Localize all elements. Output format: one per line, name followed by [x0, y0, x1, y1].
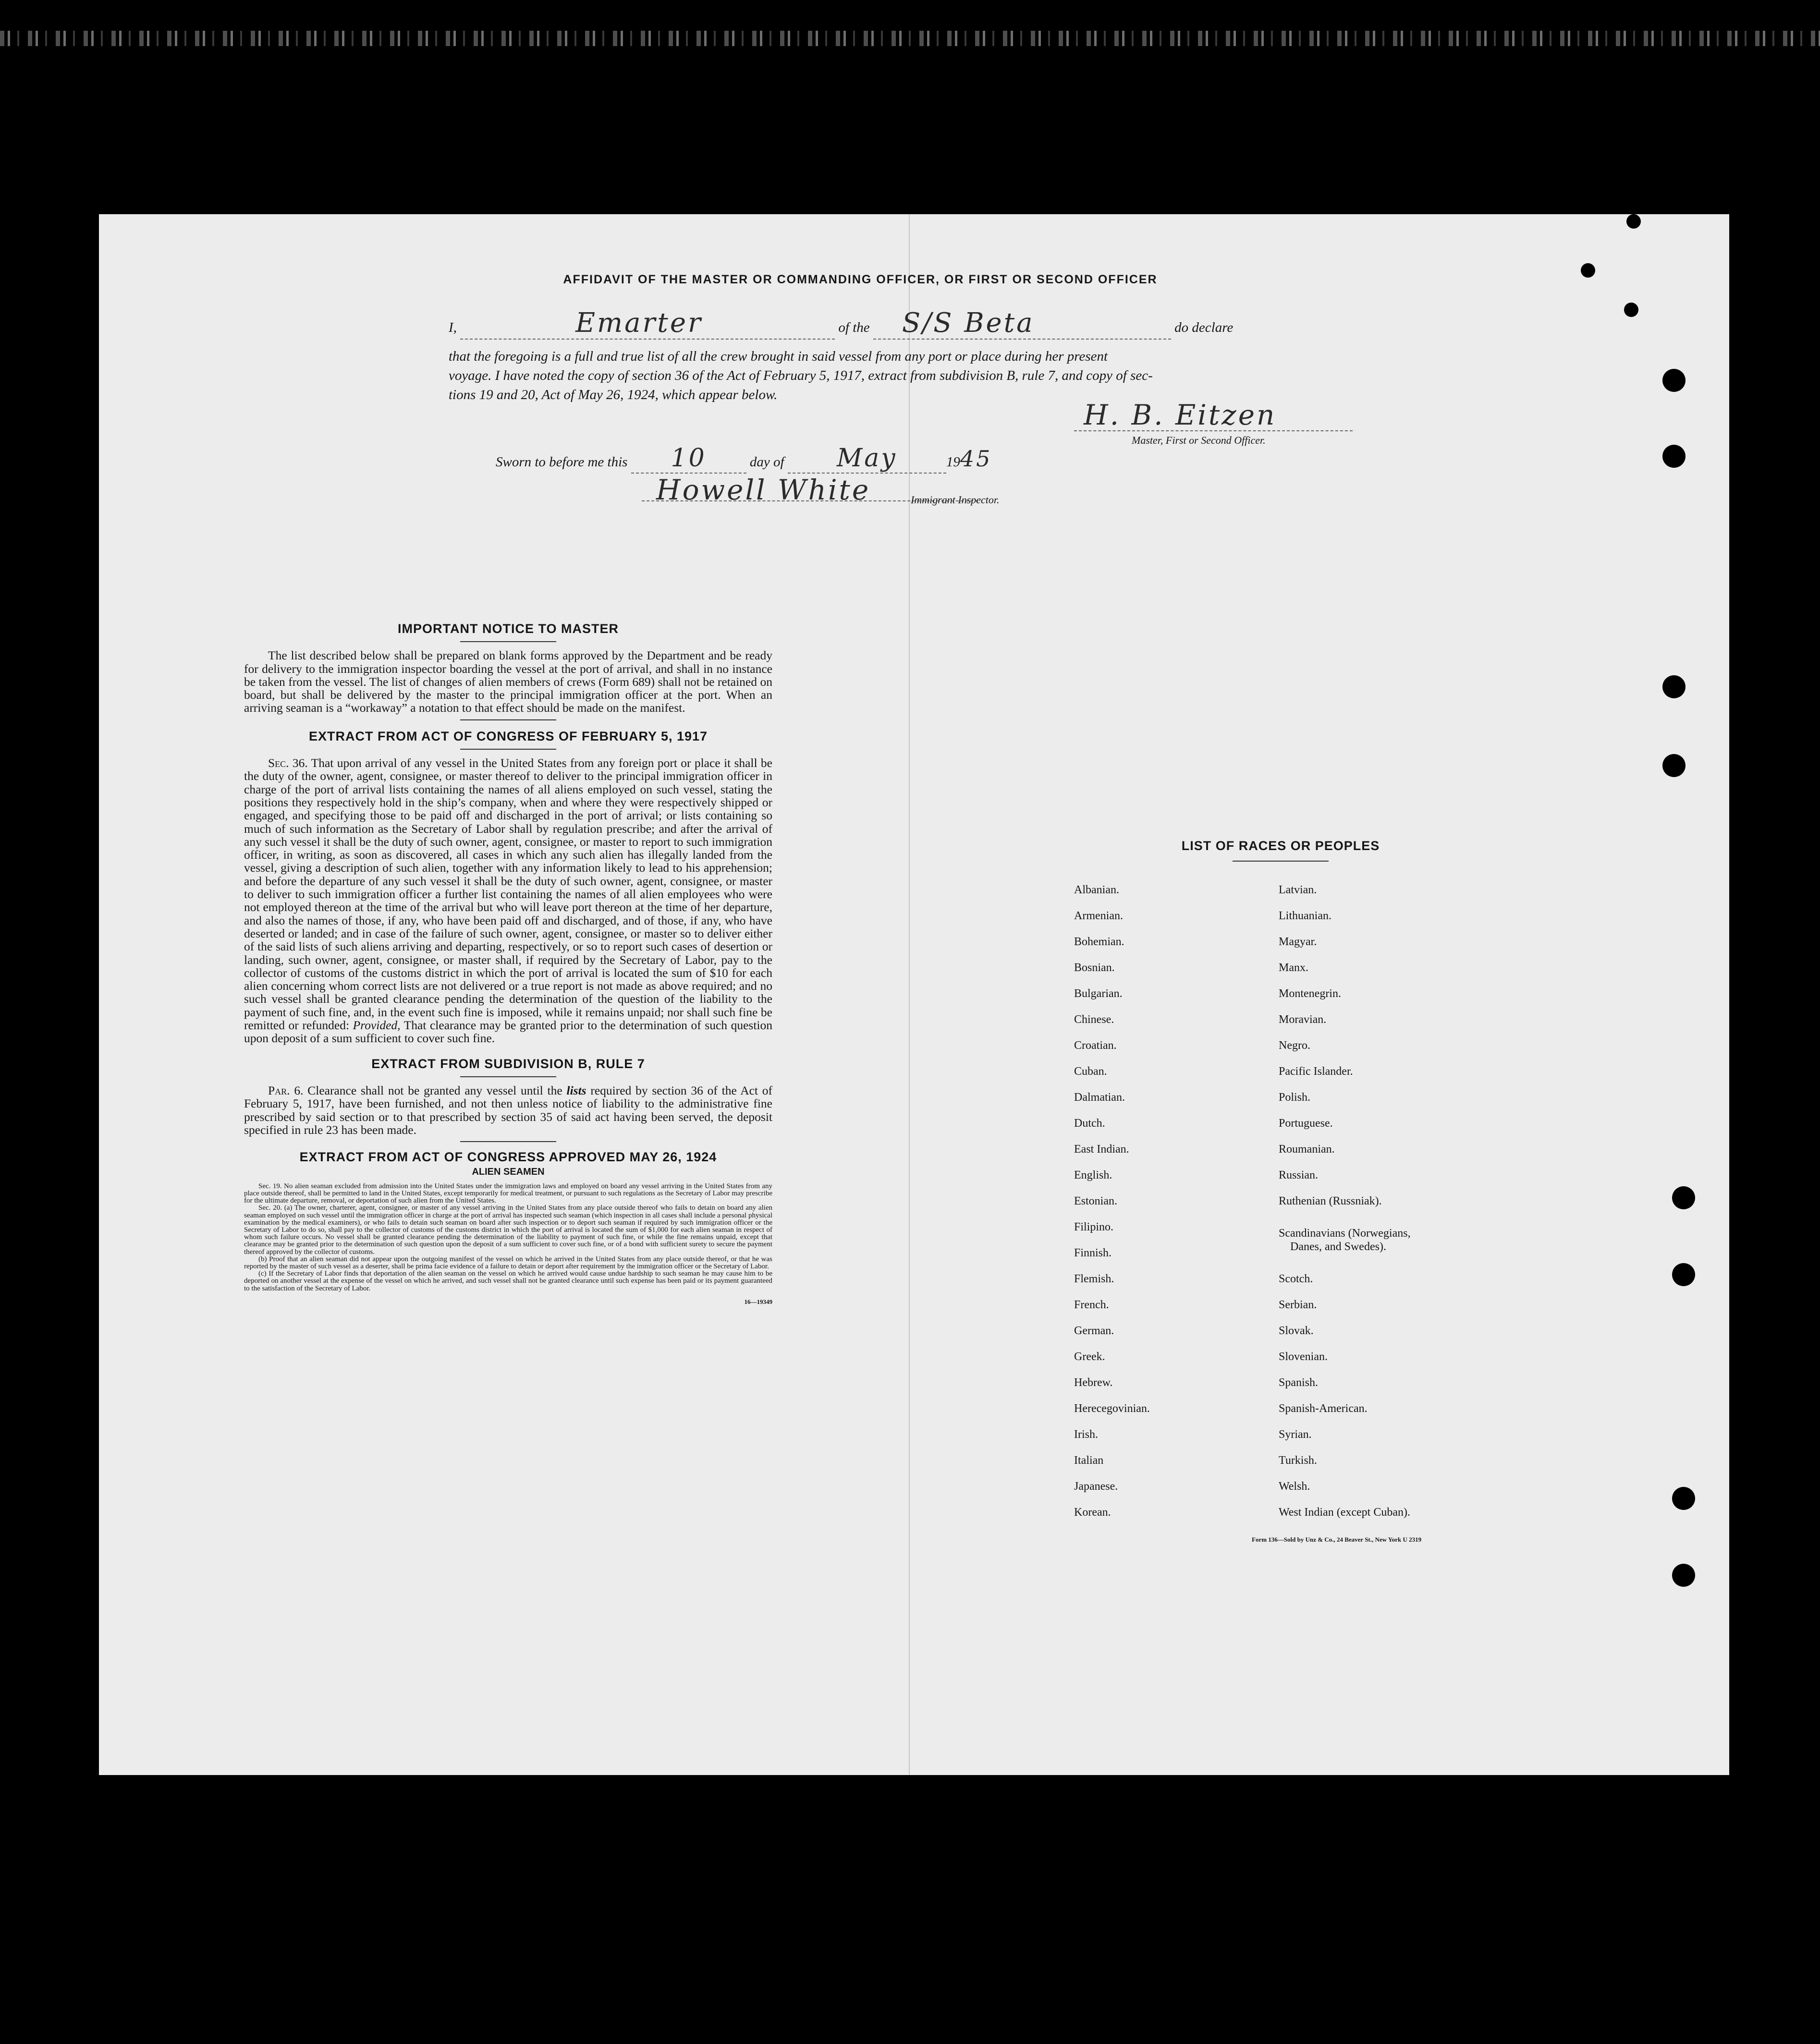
race-item: Bulgarian. [1074, 987, 1123, 1000]
sec20b-text: (b) Proof that an alien seaman did not appear upon the outgoing manifest of the vessel on which he arrived in the United States from any place outside thereof, or that he was reported by the master of such vessel as a deserter, shall be prima facie evidence of a failure to detain or deport after requirement by the immigration officer or the Secretary of Labor. [244, 1255, 772, 1270]
race-item: Pacific Islander. [1279, 1065, 1353, 1078]
race-item: French. [1074, 1299, 1109, 1311]
sworn-line [496, 444, 1514, 474]
race-item: Portuguese. [1279, 1117, 1333, 1130]
punch-hole [1662, 675, 1686, 698]
regulations-column [244, 622, 772, 1308]
race-item: Bosnian. [1074, 961, 1115, 974]
divider [460, 719, 556, 720]
race-scandinavians-line1: Scandinavians (Norwegians, [1279, 1227, 1411, 1240]
master-signature: H. B. Eitzen [1084, 399, 1277, 431]
race-item: West Indian (except Cuban). [1279, 1506, 1410, 1519]
race-item: Latvian. [1279, 884, 1317, 896]
race-item: Magyar. [1279, 936, 1317, 948]
day-blank [631, 444, 746, 474]
race-item: Armenian. [1074, 910, 1123, 922]
race-item: Slovak. [1279, 1325, 1314, 1337]
race-scandinavians-line2: Danes, and Swedes). [1290, 1241, 1386, 1253]
race-item: Spanish-American. [1279, 1402, 1368, 1415]
handwritten-vessel: S/S Beta [902, 307, 1035, 339]
extract-rule7-text [244, 1084, 772, 1136]
master-caption: Master, First or Second Officer. [1132, 434, 1266, 446]
races-column-2a [1279, 877, 1411, 1214]
inspector-signature: Howell White [656, 474, 871, 506]
race-item: Turkish. [1279, 1454, 1317, 1467]
year-prefix: 19 [946, 454, 960, 470]
sec19-text: Sec. 19. No alien seaman excluded from admission into the United States under the immigration laws and employed on board any vessel arriving in the United States from any place outside thereof, shall be permitted to land in the United States, except temporarily for medical treatment, or pursuant to such regulations as the Secretary of Labor may prescribe for the ultimate departure, removal, or deportation of such alien from the United States. [244, 1182, 772, 1205]
sec20c-text: (c) If the Secretary of Labor finds that deportation of the alien seaman on the vessel on which he arrived would cause undue hardship to such seaman he may cause him to be deported on another vessel at the expense of the vessel on which he arrived, and such vessel shall not be granted clearance until such expense has been paid or its payment guaranteed to the satisfaction of the Secretary of Labor. [244, 1270, 772, 1292]
race-item: Italian [1074, 1454, 1104, 1467]
handwritten-name: Emarter [575, 307, 703, 339]
race-item: Ruthenian (Russniak). [1279, 1195, 1382, 1207]
race-item: Irish. [1074, 1428, 1098, 1441]
par6-text-b: required by section 36 of the Act of February 5, 1917, have been furnished, and not then unless notice of liability to the administrative fine prescribed by said section or to that prescribed by section 35 of said act having been served, the deposit specified in rule 23 has been made. [244, 1083, 773, 1137]
races-column-2 [1279, 877, 1411, 1525]
punch-hole [1672, 1186, 1695, 1209]
race-scandinavians [1279, 1214, 1411, 1266]
vessel-blank [873, 307, 1171, 340]
race-item: Spanish. [1279, 1376, 1319, 1389]
race-item: Russian. [1279, 1169, 1319, 1181]
race-item: Greek. [1074, 1350, 1105, 1363]
affidavit-body-3: tions 19 and 20, Act of May 26, 1924, which appear below. [449, 387, 778, 402]
alien-seamen-subtitle: ALIEN SEAMEN [472, 1167, 545, 1178]
divider [460, 641, 556, 642]
extract-1917-title: EXTRACT FROM ACT OF CONGRESS OF FEBRUARY 5, 1917 [308, 729, 708, 743]
race-item: Negro. [1279, 1039, 1310, 1052]
affidavit-declaration-line [449, 307, 1467, 340]
divider [460, 749, 556, 750]
sworn-label: Sworn to before me this [496, 454, 628, 470]
race-item: Slovenian. [1279, 1350, 1328, 1363]
handwritten-month: May [837, 444, 897, 473]
race-item: Moravian. [1279, 1013, 1327, 1026]
race-item: German. [1074, 1325, 1114, 1337]
race-item: Albanian. [1074, 884, 1119, 896]
race-item: Cuban. [1074, 1065, 1107, 1078]
print-code: 16—19349 [744, 1298, 772, 1305]
race-item: Scotch. [1279, 1273, 1313, 1285]
day-of-label: day of [749, 454, 784, 470]
affidavit-section [99, 214, 1729, 550]
name-blank [460, 307, 835, 340]
par6-text-a: Clearance shall not be granted any vessel until the [307, 1083, 562, 1097]
scanner-edge-strip [0, 31, 1820, 46]
par6-label: Par. 6. [268, 1083, 304, 1097]
race-item: Croatian. [1074, 1039, 1117, 1052]
race-item: Flemish. [1074, 1273, 1114, 1285]
race-item: Polish. [1279, 1091, 1311, 1104]
race-item: Manx. [1279, 961, 1308, 974]
affidavit-title: AFFIDAVIT OF THE MASTER OR COMMANDING OFFICER, OR FIRST OR SECOND OFFICER [563, 273, 1158, 286]
affidavit-body-1: that the foregoing is a full and true list of all the crew brought in said vessel from any port or place during her present [449, 349, 1108, 364]
race-item: East Indian. [1074, 1143, 1129, 1156]
race-item: Chinese. [1074, 1013, 1114, 1026]
extract-1917-text [244, 756, 772, 1045]
race-item: Lithuanian. [1279, 910, 1331, 922]
punch-hole [1672, 1263, 1695, 1286]
sec20a-text: Sec. 20. (a) The owner, charterer, agent, consignee, or master of any vessel arriving in the United States from any place outside thereof who fails to detain on board any alien seaman employed on such vessel until the immigration officer in charge at the port of arrival has inspected such seaman (which inspection in all cases shall include a personal physical examination by the medical examiners), or who fails to detain such seaman on board after such inspection or to deport such seaman if required by such immigration officer or the Secretary of Labor to do so, shall pay to the collector of customs of the customs district in which the port of arrival is located the sum of $1,000 for each alien seaman in respect of whom such failure occurs. No vessel shall be granted clearance pending the determination of the liability to payment of such fine, or while the fine remains unpaid, except that clearance may be granted prior to the determination of such question upon the deposit of a sum sufficient to cover such fine, or of a bond with sufficient surety to secure the payment thereof approved by the collector of customs. [244, 1204, 772, 1256]
race-item: Dalmatian. [1074, 1091, 1125, 1104]
master-signature-line [1074, 399, 1353, 431]
punch-hole [1662, 754, 1686, 777]
race-item: Filipino. [1074, 1221, 1114, 1233]
affidavit-body-2: voyage. I have noted the copy of section 36 of the Act of February 5, 1917, extract from subdivision B, rule 7, and copy of sec- [449, 368, 1153, 383]
race-item: Herecegovinian. [1074, 1402, 1150, 1415]
divider [1233, 861, 1329, 862]
race-item: Hebrew. [1074, 1376, 1113, 1389]
inspector-caption: Immigrant Inspector. [911, 494, 1000, 506]
punch-hole [1672, 1564, 1695, 1587]
extract-rule7-title: EXTRACT FROM SUBDIVISION B, RULE 7 [371, 1056, 645, 1071]
lists-word: lists [566, 1083, 586, 1097]
form-footer: Form 136—Sold by Unz & Co., 24 Beaver St., New York U 2319 [1252, 1536, 1422, 1543]
races-column-1 [1074, 877, 1150, 1525]
handwritten-year: 45 [960, 446, 992, 472]
of-the-label: of the [838, 320, 870, 335]
race-item: Dutch. [1074, 1117, 1105, 1130]
race-item: Japanese. [1074, 1480, 1118, 1493]
race-item: Bohemian. [1074, 936, 1124, 948]
provided-label: Provided, [353, 1018, 401, 1033]
handwritten-day: 10 [671, 444, 707, 473]
race-item: Welsh. [1279, 1480, 1310, 1493]
sec36-body: That upon arrival of any vessel in the United States from any foreign port or place it shall be the duty of the owner, agent, consignee, or master thereof to deliver to the principal immigration officer in charge of the port of arrival lists containing the names of all aliens employed on such vessel, stating the positions they respectively hold in the ship’s company, when and where they were respectively shipped or engaged, and specifying those to be paid off and discharged in the port of arrival; or lists containing so much of such information as the Secretary of Labor shall by regulation prescribe; and after the arrival of any such vessel it shall be the duty of such owner, agent, consignee, or master to report to such immigration officer, in writing, as soon as discovered, all cases in which any such alien has illegally landed from the vessel, giving a description of such alien, together with any information likely to lead to his apprehension; and before the departure of any such vessel it shall be the duty of such owner, agent, consignee, or master to deliver to such immigration officer a further list containing the names of all alien employees who were not employed thereon at the time of the arrival but who will leave port thereon at the time of her departure, and also the names of those, if any, who have been paid off and discharged, and of those, if any, who have deserted or landed; and in case of the failure of such owner, agent, consignee, or master so to deliver either of the said lists of such aliens arriving and departing, respectively, or so to report such cases of desertion or landing, such owner, agent, consignee, or master shall, if required by the Secretary of Labor, pay to the collector of customs of the customs district in which the port of arrival is located the sum of $10 for each alien concerning whom correct lists are not delivered or a true report is not made as above required; and no such vessel shall be granted clearance pending the determination of the question of the liability to the payment of such fine, and, in the event such fine is imposed, while it remains unpaid; nor shall such fine be remitted or refunded: [244, 756, 772, 1033]
race-item: Roumanian. [1279, 1143, 1335, 1156]
notice-title: IMPORTANT NOTICE TO MASTER [398, 621, 619, 636]
do-declare-label: do declare [1174, 320, 1234, 335]
sec36-end: That clearance may be granted prior to the determination of such question upon deposit of a sum sufficient to cover such fine. [244, 1018, 773, 1046]
extract-1924-title: EXTRACT FROM ACT OF CONGRESS APPROVED MAY 26, 1924 [299, 1150, 717, 1165]
manifest-page [99, 214, 1729, 1775]
races-column-2b [1279, 1266, 1411, 1525]
race-item: Montenegrin. [1279, 987, 1341, 1000]
notice-text: The list described below shall be prepared on blank forms approved by the Department and be ready for delivery to the immigration inspector boarding the vessel at the port of arrival, and shall in no instance be taken from the vessel. The list of changes of alien members of crews (Form 689) shall not be retained on board, but shall be delivered by the master to the principal immigration officer at the port. When an arriving seaman is a “workaway” a notation to that effect should be made on the manifest. [244, 648, 772, 715]
race-item: Finnish. [1074, 1247, 1112, 1259]
race-item: Estonian. [1074, 1195, 1117, 1207]
race-item: Syrian. [1279, 1428, 1312, 1441]
i-label: I, [449, 320, 457, 335]
race-item: Korean. [1074, 1506, 1111, 1519]
races-title: LIST OF RACES OR PEOPLES [1181, 839, 1380, 853]
race-item: Serbian. [1279, 1299, 1317, 1311]
sec36-label: Sec. 36. [268, 756, 308, 770]
divider [460, 1141, 556, 1142]
race-item: English. [1074, 1169, 1112, 1181]
punch-hole [1672, 1487, 1695, 1510]
divider [460, 1076, 556, 1077]
month-blank [788, 444, 946, 474]
